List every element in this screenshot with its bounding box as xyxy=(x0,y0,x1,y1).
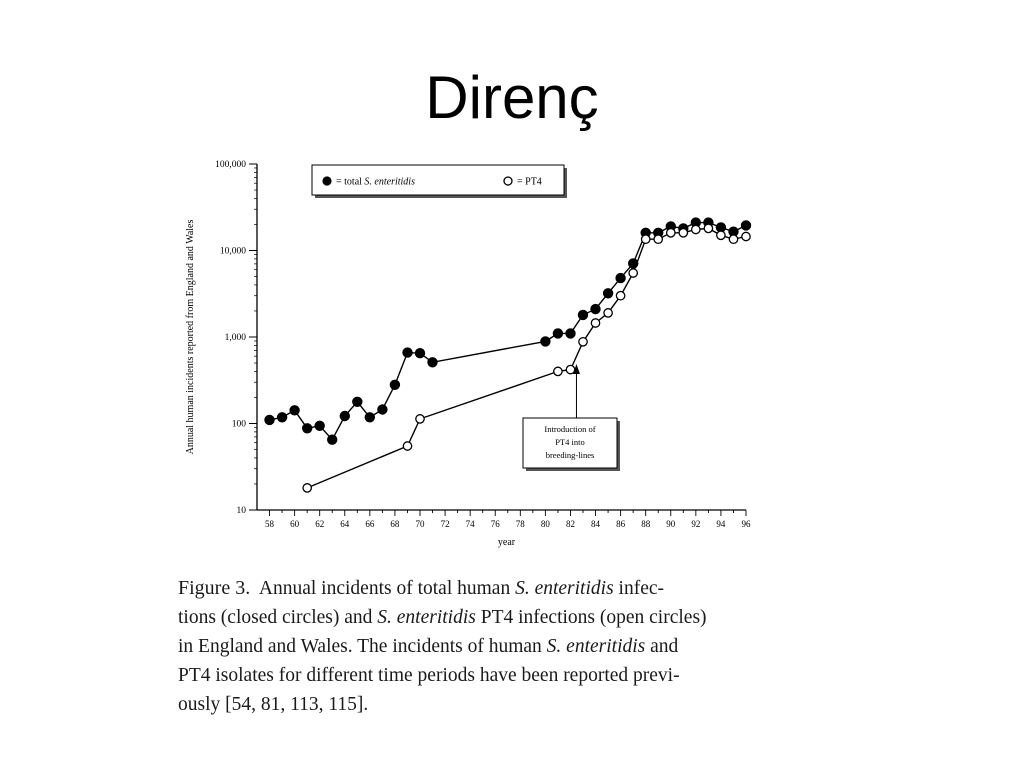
data-point-total xyxy=(277,413,287,423)
data-point-pt4 xyxy=(729,235,737,243)
data-point-total xyxy=(315,421,325,431)
caption-species: S. enteritidis xyxy=(515,578,614,599)
legend-marker-total xyxy=(322,176,331,185)
incidents-chart xyxy=(180,150,770,560)
caption-species: S. enteritidis xyxy=(546,636,646,657)
data-point-total xyxy=(403,348,413,358)
y-axis-label: Annual human incidents reported from England and Wales xyxy=(185,219,196,455)
x-tick-label: 96 xyxy=(741,519,751,529)
data-point-total xyxy=(327,435,337,445)
data-point-pt4 xyxy=(642,235,650,243)
data-point-pt4 xyxy=(629,269,637,277)
data-point-total xyxy=(390,380,400,390)
chart-annotation xyxy=(523,364,620,471)
data-point-total xyxy=(553,329,563,339)
legend-label-total xyxy=(336,177,415,188)
y-tick-label: 1,000 xyxy=(224,333,246,343)
legend-label-pt4: = PT4 xyxy=(517,176,542,188)
x-tick-label: 66 xyxy=(365,519,375,529)
caption-text: PT4 infections (open circles) xyxy=(475,607,707,628)
data-point-total xyxy=(741,221,751,231)
chart-lines xyxy=(270,223,747,488)
x-tick-label: 86 xyxy=(616,519,626,529)
caption-text: infec- xyxy=(613,578,664,599)
data-point-pt4 xyxy=(604,309,612,317)
data-point-pt4 xyxy=(742,232,750,240)
data-point-pt4 xyxy=(591,319,599,327)
legend-label-total-species: S. enteritidis xyxy=(364,176,415,188)
x-axis-label: year xyxy=(497,537,516,548)
data-point-total xyxy=(566,329,576,339)
data-point-total xyxy=(616,273,626,283)
data-point-total xyxy=(428,358,438,368)
y-tick-label: 10,000 xyxy=(219,246,246,257)
annotation-text: breeding-lines xyxy=(545,450,595,460)
data-point-total xyxy=(378,405,388,415)
y-tick-label: 100 xyxy=(231,419,246,430)
x-tick-label: 76 xyxy=(490,519,500,529)
x-tick-label: 92 xyxy=(691,519,701,529)
figure-caption xyxy=(178,574,778,719)
data-point-total xyxy=(302,424,312,434)
caption-line-2 xyxy=(178,603,778,632)
caption-line-5: ously [54, 81, 113, 115]. xyxy=(178,694,369,715)
series-line-total xyxy=(270,223,747,440)
slide-title: Direnç xyxy=(425,64,599,131)
annotation-text: PT4 into xyxy=(555,437,585,447)
data-point-total xyxy=(591,304,601,314)
annotation-text: Introduction of xyxy=(544,424,596,434)
y-tick-label: 10 xyxy=(236,506,246,516)
data-point-total xyxy=(353,397,363,407)
data-point-pt4 xyxy=(717,231,725,239)
x-tick-label: 90 xyxy=(666,519,676,529)
chart-legend xyxy=(312,165,567,198)
x-tick-label: 82 xyxy=(565,519,575,529)
legend-label-total-prefix: = total xyxy=(336,176,365,188)
x-tick-label: 58 xyxy=(265,519,275,529)
data-point-total xyxy=(365,413,375,423)
caption-text: Annual incidents of total human xyxy=(258,578,516,599)
caption-text: and xyxy=(645,636,679,657)
data-point-pt4 xyxy=(403,442,411,450)
x-tick-label: 68 xyxy=(390,519,400,529)
caption-line-4: PT4 isolates for different time periods have been reported previ- xyxy=(178,665,680,686)
x-tick-label: 84 xyxy=(591,519,601,529)
data-point-pt4 xyxy=(416,415,424,423)
x-tick-label: 78 xyxy=(515,519,525,529)
caption-line-3 xyxy=(178,632,778,661)
data-point-total xyxy=(603,289,613,299)
caption-species: S. enteritidis xyxy=(377,607,476,628)
data-point-total xyxy=(541,337,551,347)
data-point-pt4 xyxy=(303,484,311,492)
data-point-pt4 xyxy=(554,367,562,375)
x-tick-label: 94 xyxy=(716,519,726,529)
caption-figure-label: Figure 3. xyxy=(178,577,251,599)
data-point-total xyxy=(578,310,588,320)
caption-line-1 xyxy=(178,574,778,603)
y-tick-label: 100,000 xyxy=(215,160,246,170)
data-point-pt4 xyxy=(704,224,712,232)
data-point-total xyxy=(628,259,638,269)
data-point-pt4 xyxy=(654,235,662,243)
x-tick-label: 60 xyxy=(290,519,300,529)
data-point-total xyxy=(290,406,300,416)
x-tick-label: 80 xyxy=(540,519,550,529)
data-point-pt4 xyxy=(579,338,587,346)
x-tick-label: 64 xyxy=(340,519,350,529)
x-tick-label: 62 xyxy=(315,519,325,529)
caption-text: in England and Wales. The incidents of human xyxy=(178,636,547,657)
data-point-total xyxy=(340,411,350,421)
x-tick-label: 72 xyxy=(440,519,450,529)
data-point-total xyxy=(265,415,275,425)
data-point-pt4 xyxy=(566,365,574,373)
legend-marker-pt4 xyxy=(504,177,512,185)
chart-marks xyxy=(265,218,751,492)
data-point-pt4 xyxy=(679,229,687,237)
x-tick-label: 88 xyxy=(641,519,651,529)
chart-axes xyxy=(185,160,751,548)
data-point-total xyxy=(415,348,425,358)
x-tick-label: 70 xyxy=(415,519,425,529)
data-point-pt4 xyxy=(667,229,675,237)
x-tick-label: 74 xyxy=(465,519,475,529)
data-point-pt4 xyxy=(692,225,700,233)
caption-text: tions (closed circles) and xyxy=(178,607,378,628)
data-point-pt4 xyxy=(616,292,624,300)
